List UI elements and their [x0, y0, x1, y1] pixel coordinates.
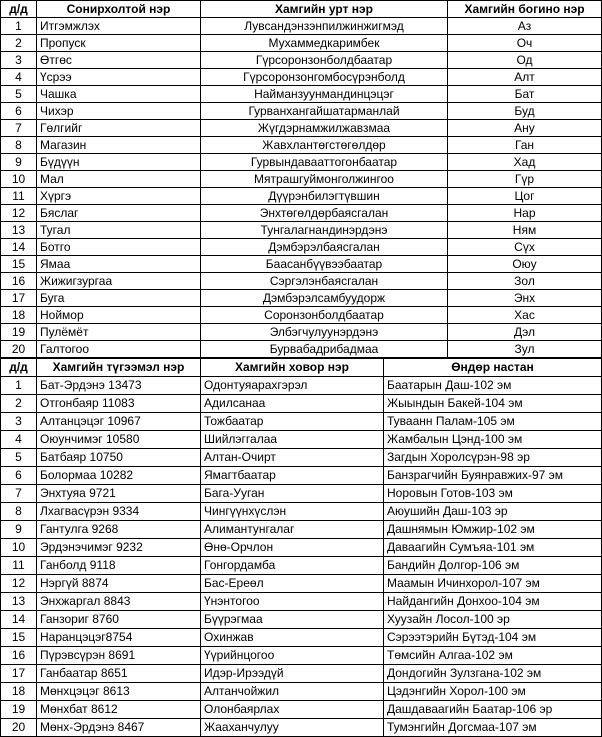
shortest-name-cell: Хас — [448, 307, 602, 324]
row-number: 8 — [1, 503, 37, 521]
row-number: 2 — [1, 395, 37, 413]
row-number: 6 — [1, 103, 37, 120]
rare-name-cell: Чингүүнхүслэн — [201, 503, 384, 521]
rare-name-cell: Идэр-Ирээдүй — [201, 665, 384, 683]
shortest-name-cell: Оюу — [448, 256, 602, 273]
elderly-cell: Дашдаваагийн Баатар-106 эр — [384, 701, 602, 719]
table-row — [1, 307, 602, 324]
table-row — [1, 521, 602, 539]
table-row — [1, 593, 602, 611]
elderly-cell: Баатарын Даш-102 эм — [384, 377, 602, 395]
common-name-cell: Гантулга 9268 — [37, 521, 201, 539]
table-row — [1, 222, 602, 239]
longest-name-cell: Элбэгчулуунэрдэнэ — [201, 324, 448, 341]
row-number: 13 — [1, 593, 37, 611]
common-name-cell: Отгонбаяр 11083 — [37, 395, 201, 413]
longest-name-cell: Гүрсоронзонгомбосүрэнболд — [201, 69, 448, 86]
elderly-cell: Даваагийн Сумъяа-101 эм — [384, 539, 602, 557]
common-name-cell: Ганзориг 8760 — [37, 611, 201, 629]
longest-name-cell: Мятрашгуймонголжингоо — [201, 171, 448, 188]
longest-name-cell: Найманзуунмандинцэцэг — [201, 86, 448, 103]
rare-name-cell: Ямагтбаатар — [201, 467, 384, 485]
header-number: д/д — [1, 359, 37, 377]
row-number: 12 — [1, 575, 37, 593]
table-row — [1, 611, 602, 629]
table-row — [1, 154, 602, 171]
shortest-name-cell: Од — [448, 52, 602, 69]
elderly-cell: Бандийн Долгор-106 эм — [384, 557, 602, 575]
common-name-cell: Мөнхбат 8612 — [37, 701, 201, 719]
shortest-name-cell: Алт — [448, 69, 602, 86]
row-number: 2 — [1, 35, 37, 52]
row-number: 11 — [1, 557, 37, 575]
interesting-name-cell: Итгэмжлэх — [37, 18, 201, 35]
table-header-row — [1, 1, 602, 18]
elderly-cell: Хуузайн Лосол-100 эр — [384, 611, 602, 629]
header-longest-name: Хамгийн урт нэр — [201, 1, 448, 18]
common-name-cell: Бат-Эрдэнэ 13473 — [37, 377, 201, 395]
interesting-name-cell: Тугал — [37, 222, 201, 239]
table-row — [1, 647, 602, 665]
row-number: 3 — [1, 413, 37, 431]
rare-name-cell: Бүүрэгмаа — [201, 611, 384, 629]
longest-name-cell: Мухаммедкаримбек — [201, 35, 448, 52]
rare-name-cell: Шийлэггалаа — [201, 431, 384, 449]
row-number: 11 — [1, 188, 37, 205]
table-row — [1, 719, 602, 737]
table-row — [1, 171, 602, 188]
elderly-cell: Найдангийн Донхоо-104 эм — [384, 593, 602, 611]
table-row — [1, 52, 602, 69]
interesting-name-cell: Бүдүүн — [37, 154, 201, 171]
names-table-2 — [0, 358, 602, 737]
row-number: 6 — [1, 467, 37, 485]
interesting-name-cell: Бяслаг — [37, 205, 201, 222]
row-number: 17 — [1, 290, 37, 307]
table-header-row — [1, 359, 602, 377]
shortest-name-cell: Бат — [448, 86, 602, 103]
rare-name-cell: Олонбаярлах — [201, 701, 384, 719]
elderly-cell: Цэдэнгийн Хорол-100 эм — [384, 683, 602, 701]
shortest-name-cell: Ану — [448, 120, 602, 137]
rare-name-cell: Жааханчулуу — [201, 719, 384, 737]
row-number: 4 — [1, 431, 37, 449]
longest-name-cell: Дэмбэрэлбаясгалан — [201, 239, 448, 256]
longest-name-cell: Гүрсоронзонболдбаатар — [201, 52, 448, 69]
rare-name-cell: Гонгордамба — [201, 557, 384, 575]
interesting-name-cell: Ботго — [37, 239, 201, 256]
row-number: 19 — [1, 701, 37, 719]
shortest-name-cell: Зол — [448, 273, 602, 290]
table-row — [1, 665, 602, 683]
longest-name-cell: Дэмбэрэлсамбуудорж — [201, 290, 448, 307]
rare-name-cell: Бага-Ууган — [201, 485, 384, 503]
interesting-name-cell: Буга — [37, 290, 201, 307]
common-name-cell: Пүрэвсүрэн 8691 — [37, 647, 201, 665]
row-number: 16 — [1, 647, 37, 665]
header-elderly: Өндөр настан — [384, 359, 602, 377]
common-name-cell: Наранцэцэг8754 — [37, 629, 201, 647]
table-row — [1, 103, 602, 120]
row-number: 9 — [1, 154, 37, 171]
elderly-cell: Тумэнгийн Догсмаа-107 эм — [384, 719, 602, 737]
rare-name-cell: Алтанчойжил — [201, 683, 384, 701]
row-number: 7 — [1, 485, 37, 503]
shortest-name-cell: Ган — [448, 137, 602, 154]
table-row — [1, 377, 602, 395]
interesting-name-cell: Чашка — [37, 86, 201, 103]
table-row — [1, 324, 602, 341]
common-name-cell: Ганболд 9118 — [37, 557, 201, 575]
table-row — [1, 256, 602, 273]
shortest-name-cell: Нар — [448, 205, 602, 222]
shortest-name-cell: Сүх — [448, 239, 602, 256]
table-row — [1, 557, 602, 575]
row-number: 20 — [1, 341, 37, 358]
interesting-name-cell: Магазин — [37, 137, 201, 154]
common-name-cell: Ганбаатар 8651 — [37, 665, 201, 683]
row-number: 19 — [1, 324, 37, 341]
shortest-name-cell: Энх — [448, 290, 602, 307]
shortest-name-cell: Оч — [448, 35, 602, 52]
table-row — [1, 188, 602, 205]
table-row — [1, 467, 602, 485]
table-row — [1, 629, 602, 647]
rare-name-cell: Одонтуяарахгэрэл — [201, 377, 384, 395]
longest-name-cell: Энхтөгөлдөрбаясгалан — [201, 205, 448, 222]
interesting-name-cell: Мал — [37, 171, 201, 188]
row-number: 5 — [1, 86, 37, 103]
common-name-cell: Мөнхцэцэг 8613 — [37, 683, 201, 701]
interesting-name-cell: Жижигзургаа — [37, 273, 201, 290]
row-number: 15 — [1, 256, 37, 273]
row-number: 4 — [1, 69, 37, 86]
shortest-name-cell: Зул — [448, 341, 602, 358]
table-row — [1, 290, 602, 307]
table-row — [1, 35, 602, 52]
common-name-cell: Энхжаргал 8843 — [37, 593, 201, 611]
common-name-cell: Нэргүй 8874 — [37, 575, 201, 593]
elderly-cell: Сэрээтэрийн Бүтэд-104 эм — [384, 629, 602, 647]
elderly-cell: Жамбалын Цэнд-100 эм — [384, 431, 602, 449]
row-number: 3 — [1, 52, 37, 69]
elderly-cell: Банзрагчийн Буянравжих-97 эм — [384, 467, 602, 485]
common-name-cell: Болормаа 10282 — [37, 467, 201, 485]
rare-name-cell: Бас-Ереөл — [201, 575, 384, 593]
elderly-cell: Норовын Готов-103 эм — [384, 485, 602, 503]
shortest-name-cell: Аз — [448, 18, 602, 35]
elderly-cell: Аюушийн Даш-103 эр — [384, 503, 602, 521]
row-number: 9 — [1, 521, 37, 539]
interesting-name-cell: Галтогоо — [37, 341, 201, 358]
longest-name-cell: Баасанбүүвээбаатар — [201, 256, 448, 273]
interesting-name-cell: Хүргэ — [37, 188, 201, 205]
row-number: 12 — [1, 205, 37, 222]
longest-name-cell: Бурвабадрибадмаа — [201, 341, 448, 358]
header-number: д/д — [1, 1, 37, 18]
row-number: 1 — [1, 18, 37, 35]
table-row — [1, 503, 602, 521]
common-name-cell: Мөнх-Эрдэнэ 8467 — [37, 719, 201, 737]
longest-name-cell: Сэргэлэнбаясгалан — [201, 273, 448, 290]
header-interesting-name: Сонирхолтой нэр — [37, 1, 201, 18]
shortest-name-cell: Хад — [448, 154, 602, 171]
rare-name-cell: Алимантунгалаг — [201, 521, 384, 539]
row-number: 13 — [1, 222, 37, 239]
longest-name-cell: Жүгдэрнамжилжавзмаа — [201, 120, 448, 137]
header-rare-name: Хамгийн ховор нэр — [201, 359, 384, 377]
row-number: 18 — [1, 307, 37, 324]
row-number: 7 — [1, 120, 37, 137]
interesting-name-cell: Үсрээ — [37, 69, 201, 86]
longest-name-cell: Гурванхангайшатарманлай — [201, 103, 448, 120]
shortest-name-cell: Дэл — [448, 324, 602, 341]
table-row — [1, 120, 602, 137]
table-row — [1, 273, 602, 290]
interesting-name-cell: Пулёмёт — [37, 324, 201, 341]
header-shortest-name: Хамгийн богино нэр — [448, 1, 602, 18]
table-row — [1, 205, 602, 222]
elderly-cell: Дашнямын Юмжир-102 эм — [384, 521, 602, 539]
row-number: 5 — [1, 449, 37, 467]
interesting-name-cell: Чихэр — [37, 103, 201, 120]
longest-name-cell: Тунгалагнандинэрдэнэ — [201, 222, 448, 239]
row-number: 1 — [1, 377, 37, 395]
row-number: 17 — [1, 665, 37, 683]
elderly-cell: Загдын Хоролсүрэн-98 эр — [384, 449, 602, 467]
shortest-name-cell: Ням — [448, 222, 602, 239]
longest-name-cell: Соронзонболдбаатар — [201, 307, 448, 324]
common-name-cell: Оюунчимэг 10580 — [37, 431, 201, 449]
rare-name-cell: Үүрийнцогоо — [201, 647, 384, 665]
row-number: 8 — [1, 137, 37, 154]
common-name-cell: Энхтуяа 9721 — [37, 485, 201, 503]
shortest-name-cell: Буд — [448, 103, 602, 120]
interesting-name-cell: Өтгөс — [37, 52, 201, 69]
longest-name-cell: Жавхлантөгстөгөлдөр — [201, 137, 448, 154]
table-row — [1, 575, 602, 593]
elderly-cell: Жыындын Бакей-104 эм — [384, 395, 602, 413]
row-number: 18 — [1, 683, 37, 701]
longest-name-cell: Дүүрэнбилэгтүвшин — [201, 188, 448, 205]
row-number: 10 — [1, 539, 37, 557]
interesting-name-cell: Гөлгийг — [37, 120, 201, 137]
row-number: 15 — [1, 629, 37, 647]
interesting-name-cell: Ноймор — [37, 307, 201, 324]
names-table-1 — [0, 0, 602, 358]
table-row — [1, 413, 602, 431]
table-row — [1, 449, 602, 467]
rare-name-cell: Адилсанаа — [201, 395, 384, 413]
interesting-name-cell: Пропуск — [37, 35, 201, 52]
table-row — [1, 701, 602, 719]
table-row — [1, 69, 602, 86]
rare-name-cell: Охинжав — [201, 629, 384, 647]
table-row — [1, 137, 602, 154]
header-common-name: Хамгийн түгээмэл нэр — [37, 359, 201, 377]
table-row — [1, 539, 602, 557]
rare-name-cell: Алтан-Очирт — [201, 449, 384, 467]
elderly-cell: Туваанн Палам-105 эм — [384, 413, 602, 431]
row-number: 14 — [1, 239, 37, 256]
common-name-cell: Батбаяр 10750 — [37, 449, 201, 467]
longest-name-cell: Лувсандэнзэнпилжинжигмэд — [201, 18, 448, 35]
common-name-cell: Лхагвасүрэн 9334 — [37, 503, 201, 521]
rare-name-cell: Үнэнтогоо — [201, 593, 384, 611]
table-row — [1, 485, 602, 503]
rare-name-cell: Тожбаатар — [201, 413, 384, 431]
common-name-cell: Эрдэнэчимэг 9232 — [37, 539, 201, 557]
common-name-cell: Алтанцэцэг 10967 — [37, 413, 201, 431]
table-row — [1, 239, 602, 256]
table-row — [1, 395, 602, 413]
shortest-name-cell: Цог — [448, 188, 602, 205]
row-number: 16 — [1, 273, 37, 290]
table-row — [1, 431, 602, 449]
rare-name-cell: Өнө-Орчлон — [201, 539, 384, 557]
table-row — [1, 18, 602, 35]
elderly-cell: Маамын Ичинхорол-107 эм — [384, 575, 602, 593]
interesting-name-cell: Ямаа — [37, 256, 201, 273]
longest-name-cell: Гурвындавааттогонбаатар — [201, 154, 448, 171]
shortest-name-cell: Гүр — [448, 171, 602, 188]
row-number: 10 — [1, 171, 37, 188]
table-row — [1, 683, 602, 701]
table-row — [1, 341, 602, 358]
row-number: 14 — [1, 611, 37, 629]
elderly-cell: Дондогийн Зулзгана-102 эм — [384, 665, 602, 683]
elderly-cell: Төмсийн Алгаа-102 эм — [384, 647, 602, 665]
table-row — [1, 86, 602, 103]
row-number: 20 — [1, 719, 37, 737]
